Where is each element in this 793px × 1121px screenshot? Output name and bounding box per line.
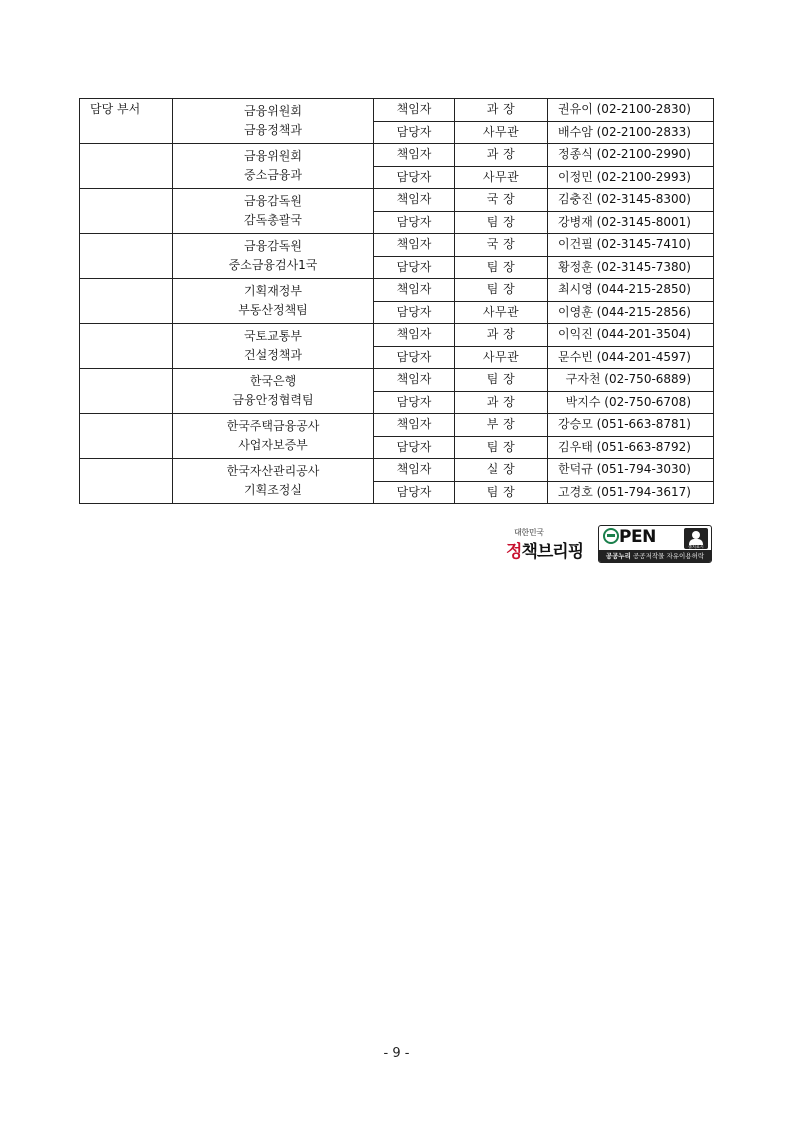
contact-cell: 배수암 (02-2100-2833): [548, 121, 714, 144]
role-cell: 책임자: [374, 369, 455, 392]
department-line: 사업자보증부: [238, 438, 308, 452]
department-cell: [173, 324, 374, 369]
department-line: 금융위원회: [244, 149, 302, 163]
table-row: [80, 99, 714, 122]
position-cell: 팀 장: [455, 256, 548, 279]
position-cell: 부 장: [455, 414, 548, 437]
open-badge-text: [603, 527, 656, 547]
table-row: [80, 234, 714, 257]
role-cell: 담당자: [374, 436, 455, 459]
department-line: 기획조정실: [244, 483, 302, 497]
contact-cell: 정종식 (02-2100-2990): [548, 144, 714, 167]
department-line: 한국은행: [249, 374, 297, 388]
department-cell: [173, 414, 374, 459]
role-cell: 담당자: [374, 391, 455, 414]
contact-cell: 김충진 (02-3145-8300): [548, 189, 714, 212]
open-o-icon: [603, 528, 619, 544]
position-cell: 과 장: [455, 324, 548, 347]
table-row: [80, 144, 714, 167]
attribution-caption: 출처표시: [688, 544, 704, 549]
table-body: [80, 99, 714, 504]
label-cell: [80, 369, 173, 414]
role-cell: 책임자: [374, 144, 455, 167]
position-cell: 사무관: [455, 166, 548, 189]
position-cell: 과 장: [455, 391, 548, 414]
role-cell: 담당자: [374, 481, 455, 504]
contact-cell: 강병재 (02-3145-8001): [548, 211, 714, 234]
position-cell: 실 장: [455, 459, 548, 482]
contact-cell: 고경호 (051-794-3617): [548, 481, 714, 504]
label-cell: [80, 144, 173, 189]
contact-cell: 황정훈 (02-3145-7380): [548, 256, 714, 279]
department-line: 중소금융과: [244, 168, 302, 182]
label-cell: [80, 189, 173, 234]
department-line: 금융위원회: [244, 104, 302, 118]
role-cell: 담당자: [374, 256, 455, 279]
contact-cell: 최시영 (044-215-2850): [548, 279, 714, 302]
position-cell: 사무관: [455, 346, 548, 369]
role-cell: 책임자: [374, 99, 455, 122]
department-line: 한국자산관리공사: [226, 464, 320, 478]
position-cell: 팀 장: [455, 436, 548, 459]
label-cell: [80, 279, 173, 324]
briefing-logo-red-char: 정: [506, 542, 522, 562]
role-cell: 책임자: [374, 324, 455, 347]
department-line: 국토교통부: [244, 329, 302, 343]
department-line: 감독총괄국: [244, 213, 302, 227]
department-cell: [173, 234, 374, 279]
department-cell: [173, 369, 374, 414]
position-cell: 과 장: [455, 144, 548, 167]
position-cell: 과 장: [455, 99, 548, 122]
contact-cell: 한덕규 (051-794-3030): [548, 459, 714, 482]
position-cell: 국 장: [455, 234, 548, 257]
department-line: 금융정책과: [244, 123, 302, 137]
role-cell: 담당자: [374, 166, 455, 189]
position-cell: 국 장: [455, 189, 548, 212]
role-cell: 책임자: [374, 459, 455, 482]
open-license-badge: [598, 525, 712, 563]
table-row: [80, 459, 714, 482]
attribution-person-icon: [684, 528, 708, 549]
open-bar-bold: 공공누리: [605, 552, 631, 560]
briefing-logo-main-text: [506, 537, 583, 562]
department-line: 부동산정책팀: [238, 303, 308, 317]
department-line: 금융감독원: [244, 239, 302, 253]
role-cell: 책임자: [374, 414, 455, 437]
role-cell: 담당자: [374, 346, 455, 369]
contact-cell: 강승모 (051-663-8781): [548, 414, 714, 437]
position-cell: 팀 장: [455, 279, 548, 302]
department-cell: [173, 279, 374, 324]
role-cell: 담당자: [374, 211, 455, 234]
contact-cell: 이건필 (02-3145-7410): [548, 234, 714, 257]
label-cell: [80, 234, 173, 279]
table-row: [80, 189, 714, 212]
open-badge-word: PEN: [619, 527, 656, 547]
department-cell: [173, 144, 374, 189]
department-line: 금융감독원: [244, 194, 302, 208]
contact-cell: 김우태 (051-663-8792): [548, 436, 714, 459]
label-cell: [80, 414, 173, 459]
position-cell: 팀 장: [455, 369, 548, 392]
table-row: [80, 279, 714, 302]
contact-cell: 문수빈 (044-201-4597): [548, 346, 714, 369]
position-cell: 사무관: [455, 301, 548, 324]
open-bar-text: 공공저작물 자유이용허락: [630, 552, 705, 560]
label-cell: [80, 459, 173, 504]
briefing-logo-small-text: 대한민국: [514, 528, 544, 537]
contact-cell: 이영훈 (044-215-2856): [548, 301, 714, 324]
page-number: - 9 -: [383, 1046, 410, 1061]
table-row: [80, 414, 714, 437]
department-line: 한국주택금융공사: [226, 419, 320, 433]
position-cell: 팀 장: [455, 481, 548, 504]
policy-briefing-logo: [506, 525, 592, 563]
role-cell: 책임자: [374, 234, 455, 257]
contact-cell: 이익진 (044-201-3504): [548, 324, 714, 347]
department-line: 금융안정협력팀: [232, 393, 314, 407]
briefing-logo-rest: 책브리핑: [521, 542, 584, 562]
contact-cell: 권유이 (02-2100-2830): [548, 99, 714, 122]
department-line: 기획재정부: [244, 284, 302, 298]
label-cell: [80, 324, 173, 369]
role-cell: 담당자: [374, 121, 455, 144]
table-row: [80, 369, 714, 392]
department-line: 중소금융검사1국: [228, 258, 318, 272]
contact-table: [79, 98, 714, 504]
department-line: 건설정책과: [244, 348, 302, 362]
contact-cell: 박지수 (02-750-6708): [548, 391, 714, 414]
department-cell: [173, 99, 374, 144]
contact-cell: 이정민 (02-2100-2993): [548, 166, 714, 189]
department-cell: [173, 189, 374, 234]
position-cell: 팀 장: [455, 211, 548, 234]
table-row: [80, 324, 714, 347]
open-license-bar: [599, 550, 711, 562]
position-cell: 사무관: [455, 121, 548, 144]
role-cell: 담당자: [374, 301, 455, 324]
contact-cell: 구자천 (02-750-6889): [548, 369, 714, 392]
department-cell: [173, 459, 374, 504]
responsible-dept-label: 담당 부서: [80, 99, 173, 144]
role-cell: 책임자: [374, 279, 455, 302]
role-cell: 책임자: [374, 189, 455, 212]
